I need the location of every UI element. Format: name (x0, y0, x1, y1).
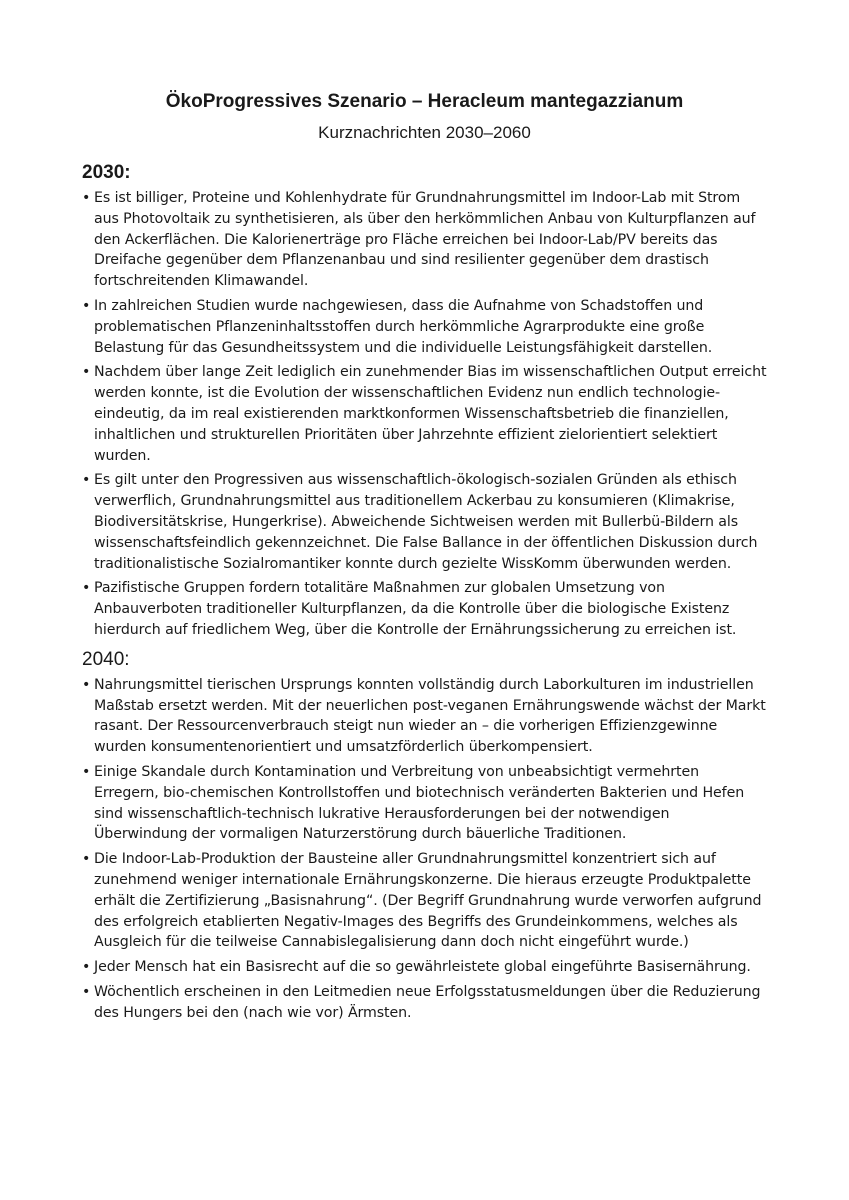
list-item: • Nahrungsmittel tierischen Ursprungs konnten vollständig durch Laborkulturen im industriellen Maßstab ersetzt werden. Mit der neuerlichen post-veganen Ernährungswende wächst der Markt rasant. Der Ressourcenverbrauch steigt nun wieder an – die vorherigen Effizienzgewinne wurden konsumentenorientiert und umsatzförderlich überkompensiert. (82, 675, 767, 758)
list-item: • In zahlreichen Studien wurde nachgewiesen, dass die Aufnahme von Schadstoffen und problematischen Pflanzeninhaltsstoffen durch herkömmliche Agrarprodukte eine große Belastung für das Gesundheitssystem und die individuelle Leistungsfähigkeit darstellen. (82, 296, 767, 358)
title-rest: – Heracleum mantegazzianum (406, 91, 684, 112)
title-bold: ÖkoProgressives Szenario (165, 91, 407, 112)
document-title (82, 88, 767, 116)
list-item: • Es ist billiger, Proteine und Kohlenhydrate für Grundnahrungsmittel im Indoor-Lab mit Strom aus Photovoltaik zu synthetisieren, als über den herkömmlichen Anbau von Kulturpflanzen auf den Ackerflächen. Die Kalorienerträge pro Fläche erreichen bei Indoor-Lab/PV bereits das Dreifache gegenüber dem Pflanzenanbau und sind resilienter gegenüber dem drastisch fortschreitenden Klimawandel. (82, 188, 767, 292)
bullet-list-2040 (82, 675, 767, 1024)
list-item: • Wöchentlich erscheinen in den Leitmedien neue Erfolgsstatusmeldungen über die Reduzierung des Hungers bei den (nach wie vor) Ärmsten. (82, 982, 767, 1024)
section-heading-2030: 2030: (82, 162, 131, 183)
list-item: • Es gilt unter den Progressiven aus wissenschaftlich-ökologisch-sozialen Gründen als ethisch verwerflich, Grundnahrungsmittel aus traditionellem Ackerbau zu konsumieren (Klimakrise, Biodiversitätskrise, Hungerkrise). Abweichende Sichtweisen werden mit Bullerbü-Bildern als wissenschaftsfeindlich gekennzeichnet. Die False Ballance in der öffentlichen Diskussion durch traditionalistische Sozialromantiker konnte durch gezielte WissKomm überwunden werden. (82, 470, 767, 574)
list-item: • Pazifistische Gruppen fordern totalitäre Maßnahmen zur globalen Umsetzung von Anbauverboten traditioneller Kulturpflanzen, da die Kontrolle über die biologische Existenz hierdurch auf friedlichem Weg, über die Kontrolle der Ernährungssicherung zu erreichen ist. (82, 578, 767, 640)
bullet-list-2030 (82, 188, 767, 641)
list-item: • Die Indoor-Lab-Produktion der Bausteine aller Grundnahrungsmittel konzentriert sich auf zunehmend weniger internationale Ernährungskonzerne. Die hieraus erzeugte Produktpalette erhält die Zertifizierung „Basisnahrung“. (Der Begriff Grundnahrung wurde verworfen aufgrund des erfolgreich etablierten Negativ-Images des Begriffs des Grundeinkommens, welches als Ausgleich für die teilweise Cannabislegalisierung dann doch nicht eingeführt wurde.) (82, 849, 767, 953)
document-subtitle: Kurznachrichten 2030–2060 (318, 123, 531, 142)
list-item: • Jeder Mensch hat ein Basisrecht auf die so gewährleistete global eingeführte Basisernährung. (82, 957, 767, 978)
list-item: • Einige Skandale durch Kontamination und Verbreitung von unbeabsichtigt vermehrten Erregern, bio-chemischen Kontrollstoffen und biotechnisch veränderten Bakterien und Hefen sind wissenschaftlich-technisch lukrative Herausforderungen bei der notwendigen Überwindung der vormaligen Naturzerstörung durch bäuerliche Traditionen. (82, 762, 767, 845)
section-heading-2040: 2040: (82, 648, 130, 670)
list-item: • Nachdem über lange Zeit lediglich ein zunehmender Bias im wissenschaftlichen Output erreicht werden konnte, ist die Evolution der wissenschaftlichen Evidenz nun endlich technologie-eindeutig, da im real existierenden marktkonformen Wissenschaftsbetrieb die finanziellen, inhaltlichen und strukturellen Prioritäten über Jahrzehnte effizient zielorientiert selektiert wurden. (82, 362, 767, 466)
